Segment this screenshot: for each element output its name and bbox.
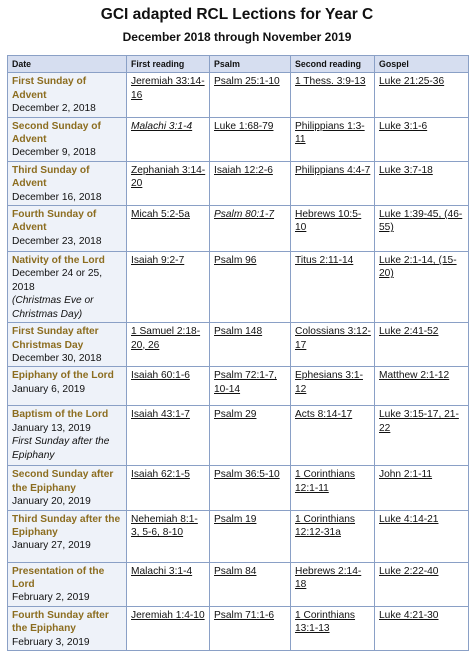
first-reading-link[interactable]: Malachi 3:1-4 xyxy=(131,565,193,577)
psalm-link[interactable]: Psalm 148 xyxy=(214,326,263,338)
gospel-cell xyxy=(375,117,469,161)
gospel-link[interactable]: John 2:1-11 xyxy=(379,469,433,481)
first-reading-cell xyxy=(127,562,210,606)
gospel-cell xyxy=(375,323,469,367)
occasion-date: January 20, 2019 xyxy=(12,496,91,508)
date-cell xyxy=(8,406,127,466)
gospel-link[interactable]: Matthew 2:1-12 xyxy=(379,370,450,382)
header-first-reading: First reading xyxy=(127,56,210,73)
psalm-cell xyxy=(210,73,291,117)
date-cell xyxy=(8,367,127,406)
first-reading-link[interactable]: 1 Samuel 2:18-20, 26 xyxy=(131,326,201,351)
occasion-date: December 24 or 25, 2018 xyxy=(12,268,103,293)
occasion-name: Epiphany of the Lord xyxy=(12,370,114,382)
first-reading-cell xyxy=(127,252,210,323)
second-reading-link[interactable]: 1 Corinthians 13:1-13 xyxy=(295,609,356,635)
first-reading-cell xyxy=(127,367,210,406)
second-reading-cell xyxy=(291,73,375,117)
gospel-link[interactable]: Luke 3:1-6 xyxy=(379,120,428,132)
table-header-row xyxy=(8,56,469,73)
gospel-cell xyxy=(375,466,469,510)
occasion-name: Third Sunday of Advent xyxy=(12,164,90,190)
psalm-cell xyxy=(210,510,291,562)
first-reading-link[interactable]: Nehemiah 8:1-3, 5-6, 8-10 xyxy=(131,513,198,538)
lections-table xyxy=(7,55,469,651)
table-row xyxy=(8,206,469,252)
table-row xyxy=(8,367,469,406)
gospel-link[interactable]: Luke 2:41-52 xyxy=(379,326,439,338)
second-reading-cell xyxy=(291,161,375,205)
first-reading-cell xyxy=(127,206,210,252)
psalm-link[interactable]: Psalm 80:1-7 xyxy=(214,209,275,221)
first-reading-link[interactable]: Jeremiah 1:4-10 xyxy=(131,609,205,621)
first-reading-cell xyxy=(127,117,210,161)
psalm-cell xyxy=(210,367,291,406)
first-reading-cell xyxy=(127,406,210,466)
gospel-link[interactable]: Luke 21:25-36 xyxy=(379,76,445,88)
occasion-name: Fourth Sunday of Advent xyxy=(12,209,97,234)
psalm-cell xyxy=(210,406,291,466)
date-cell xyxy=(8,161,127,205)
occasion-name: Third Sunday after the Epiphany xyxy=(12,513,121,538)
gospel-cell xyxy=(375,73,469,117)
gospel-link[interactable]: Luke 2:22-40 xyxy=(379,565,439,577)
psalm-cell xyxy=(210,466,291,510)
first-reading-cell xyxy=(127,73,210,117)
gospel-link[interactable]: Luke 2:1-14, (15-20) xyxy=(379,255,457,280)
second-reading-cell xyxy=(291,510,375,562)
occasion-date: December 9, 2018 xyxy=(12,147,96,159)
occasion-date: January 13, 2019 xyxy=(12,422,91,434)
date-cell xyxy=(8,323,127,367)
gospel-link[interactable]: Luke 1:39-45, (46-55) xyxy=(379,209,463,234)
header-date: Date xyxy=(8,56,127,73)
psalm-link[interactable]: Psalm 96 xyxy=(214,255,257,267)
psalm-cell xyxy=(210,161,291,205)
psalm-cell xyxy=(210,323,291,367)
occasion-name: Second Sunday after the Epiphany xyxy=(12,469,114,494)
psalm-link[interactable]: Psalm 29 xyxy=(214,409,257,421)
first-reading-link[interactable]: Isaiah 9:2-7 xyxy=(131,255,185,267)
date-cell xyxy=(8,206,127,252)
occasion-name: Nativity of the Lord xyxy=(12,255,105,267)
table-row xyxy=(8,73,469,117)
psalm-cell xyxy=(210,562,291,606)
psalm-link[interactable]: Luke 1:68-79 xyxy=(214,120,274,132)
occasion-date: December 23, 2018 xyxy=(12,235,102,247)
first-reading-link[interactable]: Isaiah 60:1-6 xyxy=(131,370,190,382)
psalm-cell xyxy=(210,117,291,161)
second-reading-cell xyxy=(291,252,375,323)
first-reading-cell xyxy=(127,510,210,562)
table-row xyxy=(8,562,469,606)
occasion-date: January 6, 2019 xyxy=(12,383,86,395)
gospel-cell xyxy=(375,367,469,406)
second-reading-cell xyxy=(291,117,375,161)
occasion-date: February 3, 2019 xyxy=(12,636,90,648)
occasion-date: February 2, 2019 xyxy=(12,592,90,604)
psalm-link[interactable]: Psalm 36:5-10 xyxy=(214,469,280,481)
psalm-cell xyxy=(210,252,291,323)
gospel-cell xyxy=(375,161,469,205)
table-row xyxy=(8,466,469,510)
first-reading-cell xyxy=(127,161,210,205)
date-cell xyxy=(8,510,127,562)
date-cell xyxy=(8,466,127,510)
gospel-link[interactable]: Luke 3:15-17, 21-22 xyxy=(379,409,459,434)
psalm-link[interactable]: Psalm 25:1-10 xyxy=(214,76,280,88)
gospel-link[interactable]: Luke 4:14-21 xyxy=(379,513,439,525)
gospel-link[interactable]: Luke 4:21-30 xyxy=(379,609,439,621)
second-reading-link[interactable]: Philippians 1:3-11 xyxy=(295,120,365,146)
occasion-name: Fourth Sunday after the Epiphany xyxy=(12,609,109,635)
page-subtitle: December 2018 through November 2019 xyxy=(122,30,352,44)
first-reading-link[interactable]: Isaiah 43:1-7 xyxy=(131,409,190,421)
psalm-link[interactable]: Psalm 19 xyxy=(214,513,257,525)
psalm-link[interactable]: Psalm 71:1-6 xyxy=(214,609,275,621)
header-psalm: Psalm xyxy=(210,56,291,73)
occasion-name: First Sunday after Christmas Day xyxy=(12,326,99,351)
occasion-note: First Sunday after the Epiphany xyxy=(12,436,110,461)
occasion-name: Presentation of the Lord xyxy=(12,565,105,590)
gospel-cell xyxy=(375,406,469,466)
gospel-cell xyxy=(375,562,469,606)
header-gospel: Gospel xyxy=(375,56,469,73)
occasion-date: January 27, 2019 xyxy=(12,540,91,552)
date-cell xyxy=(8,117,127,161)
second-reading-link[interactable]: Philippians 4:4-7 xyxy=(295,164,371,176)
second-reading-link[interactable]: Titus 2:11-14 xyxy=(295,255,354,267)
second-reading-link[interactable]: Acts 8:14-17 xyxy=(295,409,353,421)
page-title: GCI adapted RCL Lections for Year C xyxy=(100,6,374,23)
gospel-cell xyxy=(375,510,469,562)
occasion-date: December 16, 2018 xyxy=(12,191,102,203)
date-cell xyxy=(8,252,127,323)
second-reading-cell xyxy=(291,206,375,252)
second-reading-link[interactable]: 1 Thess. 3:9-13 xyxy=(295,76,366,88)
first-reading-link[interactable]: Isaiah 62:1-5 xyxy=(131,469,190,481)
table-row xyxy=(8,117,469,161)
date-cell xyxy=(8,73,127,117)
second-reading-cell xyxy=(291,466,375,510)
first-reading-link[interactable]: Malachi 3:1-4 xyxy=(131,120,193,132)
second-reading-cell xyxy=(291,406,375,466)
second-reading-cell xyxy=(291,323,375,367)
table-row xyxy=(8,252,469,323)
first-reading-link[interactable]: Micah 5:2-5a xyxy=(131,209,190,221)
first-reading-link[interactable]: Zephaniah 3:14-20 xyxy=(131,164,206,190)
table-row xyxy=(8,323,469,367)
psalm-link[interactable]: Psalm 84 xyxy=(214,565,257,577)
second-reading-link[interactable]: Ephesians 3:1-12 xyxy=(295,370,363,395)
first-reading-cell xyxy=(127,466,210,510)
second-reading-link[interactable]: Colossians 3:12-17 xyxy=(295,326,371,351)
psalm-link[interactable]: Psalm 72:1-7, 10-14 xyxy=(214,370,277,395)
second-reading-link[interactable]: 1 Corinthians 12:1-11 xyxy=(295,469,356,494)
first-reading-link[interactable]: Jeremiah 33:14-16 xyxy=(131,76,205,101)
occasion-name: Baptism of the Lord xyxy=(12,409,109,421)
first-reading-cell xyxy=(127,323,210,367)
gospel-cell xyxy=(375,206,469,252)
second-reading-link[interactable]: Hebrews 10:5-10 xyxy=(295,209,362,234)
occasion-date: December 2, 2018 xyxy=(12,103,96,115)
gospel-cell xyxy=(375,252,469,323)
occasion-name: Second Sunday of Advent xyxy=(12,120,101,146)
second-reading-cell xyxy=(291,367,375,406)
occasion-name: First Sunday of Advent xyxy=(12,76,87,101)
psalm-cell xyxy=(210,206,291,252)
table-row xyxy=(8,510,469,562)
second-reading-link[interactable]: Hebrews 2:14-18 xyxy=(295,565,362,590)
table-row xyxy=(8,161,469,205)
psalm-link[interactable]: Isaiah 12:2-6 xyxy=(214,164,273,176)
second-reading-link[interactable]: 1 Corinthians 12:12-31a xyxy=(295,513,356,538)
date-cell xyxy=(8,562,127,606)
occasion-note: (Christmas Eve or Christmas Day) xyxy=(12,295,94,320)
second-reading-cell xyxy=(291,562,375,606)
occasion-date: December 30, 2018 xyxy=(12,352,102,364)
table-row xyxy=(8,406,469,466)
header-second-reading: Second reading xyxy=(291,56,375,73)
gospel-link[interactable]: Luke 3:7-18 xyxy=(379,164,433,176)
